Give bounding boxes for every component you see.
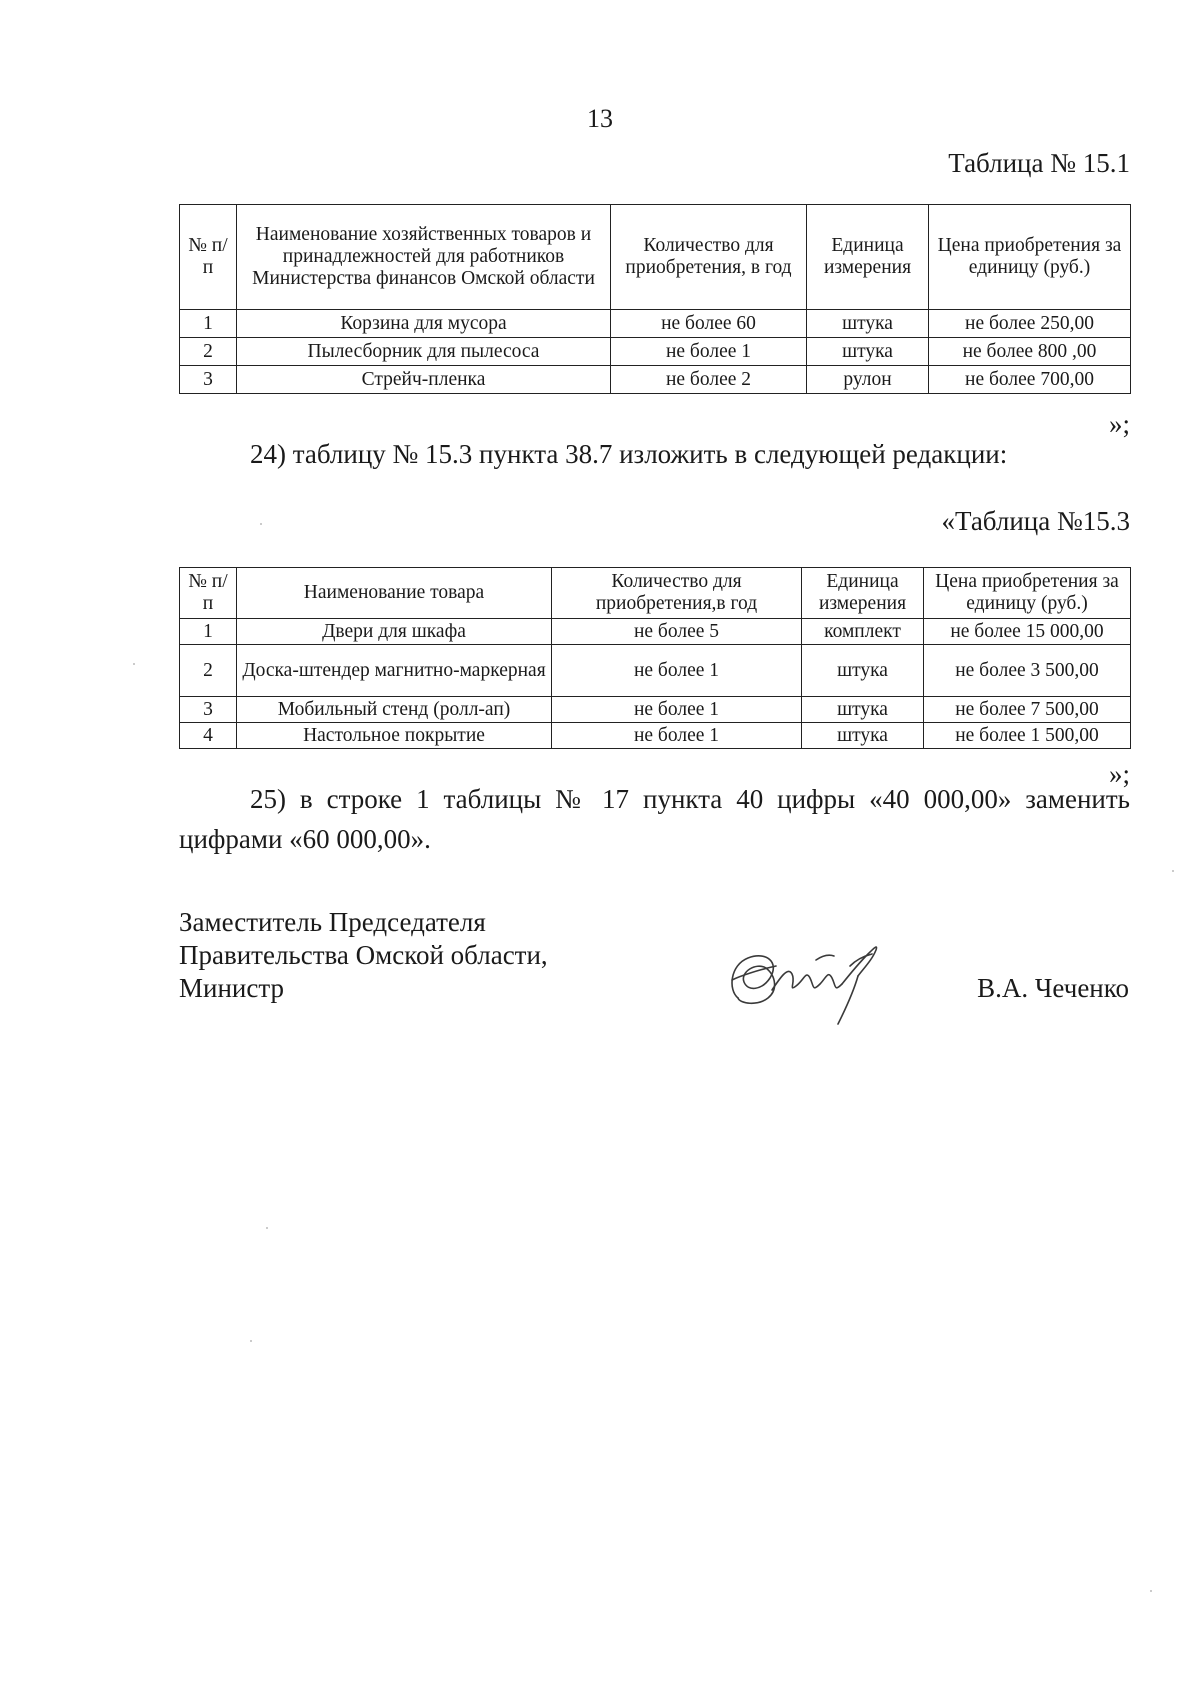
row-quantity: не более 1 [552,723,802,749]
table-row [180,723,1131,749]
row-item-name: Настольное покрытие [237,723,552,749]
row-item-name: Пылесборник для пылесоса [237,338,611,366]
header-item-name: Наименование товара [237,568,552,619]
row-unit: рулон [807,366,929,394]
row-item-name: Мобильный стенд (ролл-ап) [237,697,552,723]
row-quantity: не более 1 [611,338,807,366]
header-quantity: Количество для приобретения, в год [611,205,807,310]
header-number: № п/п [180,205,237,310]
row-number: 1 [180,310,237,338]
row-price: не более 800 ,00 [929,338,1131,366]
signatory-position [179,906,548,1005]
row-price: не более 250,00 [929,310,1131,338]
header-quantity: Количество для приобретения,в год [552,568,802,619]
row-unit: штука [807,310,929,338]
row-price: не более 3 500,00 [924,645,1131,697]
row-price: не более 700,00 [929,366,1131,394]
row-unit: штука [802,645,924,697]
row-price: не более 7 500,00 [924,697,1131,723]
table-row [180,619,1131,645]
header-price: Цена приобретения за единицу (руб.) [924,568,1131,619]
table-15-3-caption: «Таблица №15.3 [941,506,1130,536]
row-item-name: Двери для шкафа [237,619,552,645]
row-number: 3 [180,697,237,723]
table-row [180,645,1131,697]
header-number: № п/п [180,568,237,619]
table-row [180,338,1131,366]
table-row [180,697,1131,723]
signer-name: В.А. Чеченко [977,973,1129,1003]
table-15-3-closing-quote: »; [1108,759,1130,789]
signatory-position-line: Правительства Омской области, [179,940,548,970]
table-15-3 [179,567,1131,749]
row-item-name: Корзина для мусора [237,310,611,338]
row-quantity: не более 5 [552,619,802,645]
row-quantity: не более 60 [611,310,807,338]
table-15-1-closing-quote: »; [1108,409,1130,439]
signatory-position-line: Министр [179,973,284,1003]
row-price: не более 15 000,00 [924,619,1131,645]
handwritten-signature-icon [718,920,893,1030]
table-row [180,310,1131,338]
row-item-name: Стрейч-пленка [237,366,611,394]
header-price: Цена приобретения за единицу (руб.) [929,205,1131,310]
table-header-row [180,568,1131,619]
row-number: 1 [180,619,237,645]
table-15-1-caption: Таблица № 15.1 [948,148,1130,178]
signatory-position-line: Заместитель Председателя [179,907,486,937]
row-quantity: не более 2 [611,366,807,394]
row-price: не более 1 500,00 [924,723,1131,749]
row-quantity: не более 1 [552,697,802,723]
row-unit: штука [807,338,929,366]
paragraph-25: 25) в строке 1 таблицы № 17 пункта 40 цифры «40 000,00» заменить цифрами «60 000,00». [179,784,1130,854]
header-item-name: Наименование хозяйственных товаров и принадлежностей для работников Министерства финансов Омской области [237,205,611,310]
row-item-name: Доска-штендер магнитно-маркерная [237,645,552,697]
page-number: 13 [587,104,613,133]
row-number: 4 [180,723,237,749]
table-15-1 [179,204,1131,394]
row-quantity: не более 1 [552,645,802,697]
row-number: 2 [180,645,237,697]
row-number: 3 [180,366,237,394]
table-header-row [180,205,1131,310]
row-unit: штука [802,697,924,723]
table-row [180,366,1131,394]
row-unit: комплект [802,619,924,645]
row-unit: штука [802,723,924,749]
row-number: 2 [180,338,237,366]
paragraph-24: 24) таблицу № 15.3 пункта 38.7 изложить в следующей редакции: [250,439,1008,469]
header-unit: Единица измерения [807,205,929,310]
header-unit: Единица измерения [802,568,924,619]
